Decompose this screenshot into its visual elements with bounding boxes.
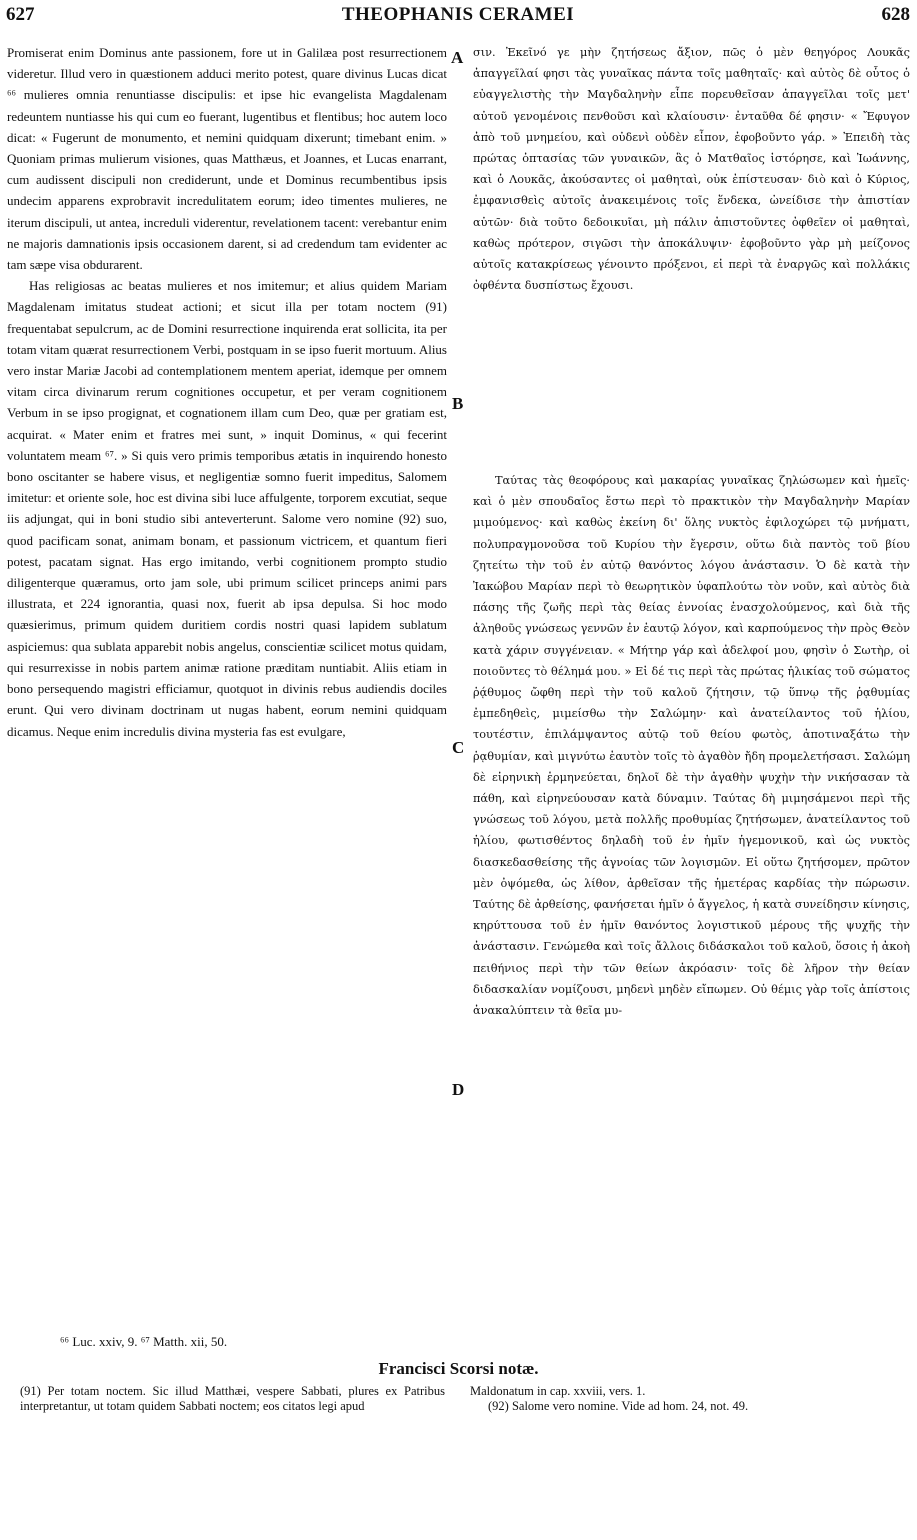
section-marker-c: C <box>452 738 465 757</box>
note-92: (92) Salome vero nomine. Vide ad hom. 24, not. 49. <box>488 1399 749 1413</box>
greek-paragraph-1: σιν. Ἐκεῖνό γε μὴν ζητήσεως ἄξιον, πῶς ὁ μὲν θεηγόρος Λουκᾶς ἀπαγγεῖλαί φησι τὰς γυναῖκας πάντα τοῖς μαθηταῖς· καὶ αὐτὸς δὲ οὗτος ὁ εὐαγγελιστὴς τὴν Μαγδαληνὴν εἶπε πορευθεῖσαν ἀπαγγεῖλαι τοῖς μετ' αὐτοῦ γενομένοις πενθοῦσι καὶ κλαίουσιν· ἐνταῦθα δέ φησιν· « Ἔφυγον ἀπὸ τοῦ μνημείου, καὶ οὐδενὶ οὐδὲν εἶπον, ἐφοβοῦντο γάρ. » Ἐπειδὴ τὰς πρώτας ὀπτασίας τῶν γυναικῶν, ἃς ὁ Ματθαῖος ἱστόρησε, καὶ Ἰωάννης, καὶ ὁ Λουκᾶς, ἀκούσαντες οἱ μαθηταὶ, οὐκ ἐπίστευσαν· διὸ καὶ ὁ Κύριος, ἐμφανισθεὶς αὐτοῖς ἀνακειμένοις τοῖς ἕνδεκα, ὠνείδισε τὴν ἀπιστίαν αὐτῶν· διὰ τοῦτο δεδοικυῖαι, μὴ πάλιν ἀπιστοῦντες ὀφθεῖεν οἱ μαθηταὶ, καθὼς πρότερον, σιγῶσι τὴν ἀποκάλυψιν· ἐφοβοῦντο γὰρ μὴ μείζονος αὐτοῖς κατακρίσεως γένοιντο πρόξενοι, εἰ περὶ τὰ ἐναργῶς καὶ πολλάκις ὀφθέντα δυσπίστως ἔχουσι. <box>473 46 910 293</box>
latin-column <box>7 42 447 742</box>
greek-paragraph-2: Ταύτας τὰς θεοφόρους καὶ μακαρίας γυναῖκας ζηλώσωμεν καὶ ἡμεῖς· καὶ ὁ μὲν σπουδαῖος ἔστω περὶ τὸ πρακτικὸν τὴν Μαγδαληνὴν Μαρίαν μιμούμενος· καὶ καθὼς ἐκείνη δι' ὅλης νυκτὸς ἐφιλοχώρει τῷ μνήματι, πολυπραγμονοῦσα τοῦ Κυρίου τὴν ἔγερσιν, οὕτω διὰ παντὸς τοῦ βίου ζητείτω τὴν τοῦ ἐν αὐτῷ θανόντος λόγου ἀνάστασιν. Ὁ δὲ κατὰ τὴν Ἰακώβου Μαρίαν περὶ τὸ θεωρητικὸν ὑφαπλούτω τὸν νοῦν, καὶ αὐτὸς διὰ πάσης τῆς ζωῆς περὶ τὰς θείας ἐννοίας ἐνασχολούμενος, καὶ διὰ τῆς ἀληθοῦς γνώσεως γεννῶν ἐν ἑαυτῷ λόγον, καὶ καρπούμενος τὴν πρὸς Θεὸν κατὰ χάριν συγγένειαν. « Μήτηρ γάρ καὶ ἀδελφοί μου, φησὶν ὁ Σωτὴρ, οἱ ποιοῦντες τὸ θέλημά μου. » Εἰ δέ τις περὶ τὰς πρώτας ἡλικίας τοῦ σώματος ῥᾴθυμος ὤφθη περὶ τὴν τοῦ καλοῦ ζήτησιν, τῷ ὕπνῳ τῆς ῥᾳθυμίας ἐμπεδηθεὶς, μιμείσθω τὴν Σαλώμην· καὶ ἀνατείλαντος τοῦ ἡλίου, τουτέστιν, ἐπιλάμψαντος αὐτῷ τοῦ θείου φωτὸς, ἀποτιναξάτω τὴν ῥᾳθυμίαν, καὶ μιγνύτω ἑαυτὸν τοῖς τὸ ἀγαθὸν ἤδη προμελετήσασι. Σαλώμη δὲ εἰρηνικὴ ἑρμηνεύεται, δηλοῖ δὲ τὴν ἀγαθὴν ψυχὴν τὴν νικήσασαν τὰ πάθη, καὶ εἰρηνεύουσαν κατὰ δύναμιν. Ταύτας δὴ μιμησάμενοι περὶ τῆς γνώσεως τοῦ λόγου, μετὰ πολλῆς προθυμίας ζητήσωμεν, ἀνατείλαντος τοῦ ἡλίου, φωτισθέντος δηλαδὴ τοῦ ἐν ἡμῖν ἡγεμονικοῦ, καὶ ὡς νυκτὸς διασκεδασθείσης τῆς ἀγνοίας τῶν λογισμῶν. Εἰ οὕτω ζητήσομεν, πρῶτον μὲν ὀψόμεθα, ὡς λίθον, ἀρθεῖσαν τῆς ἡμετέρας καρδίας τὴν πώρωσιν. Ταύτης δὲ ἀρθείσης, φανήσεται ἡμῖν ὁ ἄγγελος, ἡ κατὰ συνείδησιν κίνησις, κηρύττουσα τοῦ ἐν ἡμῖν θανόντος λογιστικοῦ μέρους τῆς ψυχῆς τὴν ἀνάστασιν. Γενώμεθα καὶ τοῖς ἄλλοις διδάσκαλοι τοῦ καλοῦ, ὅσοις ἡ ἀκοὴ πειθήνιος περὶ τὴν τῶν θείων ἀκρόασιν· τοῖς δὲ λῆρον τὴν θείαν διδασκαλίαν νομίζουσι, μηδενὶ μηδὲν εἴπωμεν. Οὐ θέμις γὰρ τοῖς ἀπίστοις ἀνακαλύπτειν τὰ θεῖα μυ- <box>473 474 910 1018</box>
section-marker-d: D <box>452 1080 465 1099</box>
latin-paragraph-2: Has religiosas ac beatas mulieres et nos imitemur; et alius quidem Mariam Magdalenam imitatus studeat actioni; et sicut illa per totam noctem (91) frequentabat sepulcrum, ac de Domini resurrectione inquirenda erat sollicita, ita per totam vitam quærat resurrectionem Verbi, postquam in se ipso fuerit mortuum. Alius vero instar Mariæ Jacobi ad contemplationem mentem aperiat, idemque per omnem vitam circa divinarum rerum cognitiones occupetur, et per veram cognitionem Verbum in se ipso progignat, et cognationem illam cum Deo, quæ per gratiam est, acquirat. « Mater enim et fratres mei sunt, » inquit Dominus, « qui fecerint voluntatem meam ⁶⁷. » Si quis vero primis temporibus ætatis in inquirendo honesto bono oscitanter se habere visus, et negligentiæ somno fuerit impeditus, Salomem imitetur: et oriente sole, hoc est divina sibi luce affulgente, torporem excutiat, seque iis adjungat, qui in boni studio sibi anteverterunt. Salome vero nomine (92) suo, quod pacificam sonat, animam bonam, et passionum victricem, et quantum fieri potest, pacatam signat. Has ergo imitando, verbi cognitionem prompto studio diligenterque quæramus, orto jam sole, ubi primum scilicet princeps animi pars illustrata, et 224 ignorantia, quasi nox, fuerit ab ipsa depulsa. Si hoc modo quæsierimus, primum quidem duritiem cordis nostri quasi lapidem sublatum aspiciemus: qua sublata apparebit nobis angelus, conscientiæ scilicet motus quidam, qui resurrexisse in nobis partem animæ ratione præditam nuntiabit. Aliis etiam in bono persequendo magistri efficiamur, quotquot in divinis rebus audiendis dociles erunt. Qui vero divinam doctrinam ut nugas habent, eorum nemini quidquam dicamus. Neque enim incredulis divina mysteria fas est evulgare, <box>7 278 447 739</box>
latin-paragraph-1: Promiserat enim Dominus ante passionem, fore ut in Galilæa post resurrectionem videretur. Illud vero in quæstionem adduci merito potest, quare divinus Lucas dicat ⁶⁶ mulieres omnia renuntiasse discipulis: et ipse hic evangelista Magdalenam redeuntem nuntiasse his qui cum eo fuerant, lugentibus et flentibus; hoc autem loco dicat: « Fugerunt de monumento, et nemini quidquam dixerunt; timebant enim. » Quoniam primas mulierum visiones, quas Matthæus, et Joannes, et Lucas enarrant, cum audissent discipuli non crediderunt, unde et Dominus recumbentibus ipsis undecim apparens exprobravit incredulitatem eorum; ideo timentes mulieres, ne iterum discipuli, ut antea, increduli viderentur, revelationem tacent: verebantur enim ne majoris damnationis ipsis occasionem darent, si ad credendum tam evidenter ac tam sæpe visa obdurarent. <box>7 45 447 273</box>
running-title: THEOPHANIS CERAMEI <box>341 4 575 25</box>
greek-column <box>473 42 910 296</box>
notes-title: Francisci Scorsi notæ. <box>378 1359 539 1378</box>
footnote-references: ⁶⁶ Luc. xxiv, 9. ⁶⁷ Matth. xii, 50. <box>60 1334 228 1349</box>
page-header <box>6 4 910 34</box>
note-91: (91) Per totam noctem. Sic illud Matthæi, vespere Sabbati, plures ex Patribus interpretantur, ut totam quidem Sabbati noctem; eos citatos legi apud <box>20 1384 445 1413</box>
section-marker-b: B <box>452 394 464 413</box>
notes-right-column <box>470 1384 900 1414</box>
note-91-continuation: Maldonatum in cap. xxviii, vers. 1. <box>470 1384 646 1398</box>
section-marker-a: A <box>451 48 464 67</box>
page-number-left: 627 <box>6 4 35 25</box>
page-number-right: 628 <box>881 4 910 25</box>
